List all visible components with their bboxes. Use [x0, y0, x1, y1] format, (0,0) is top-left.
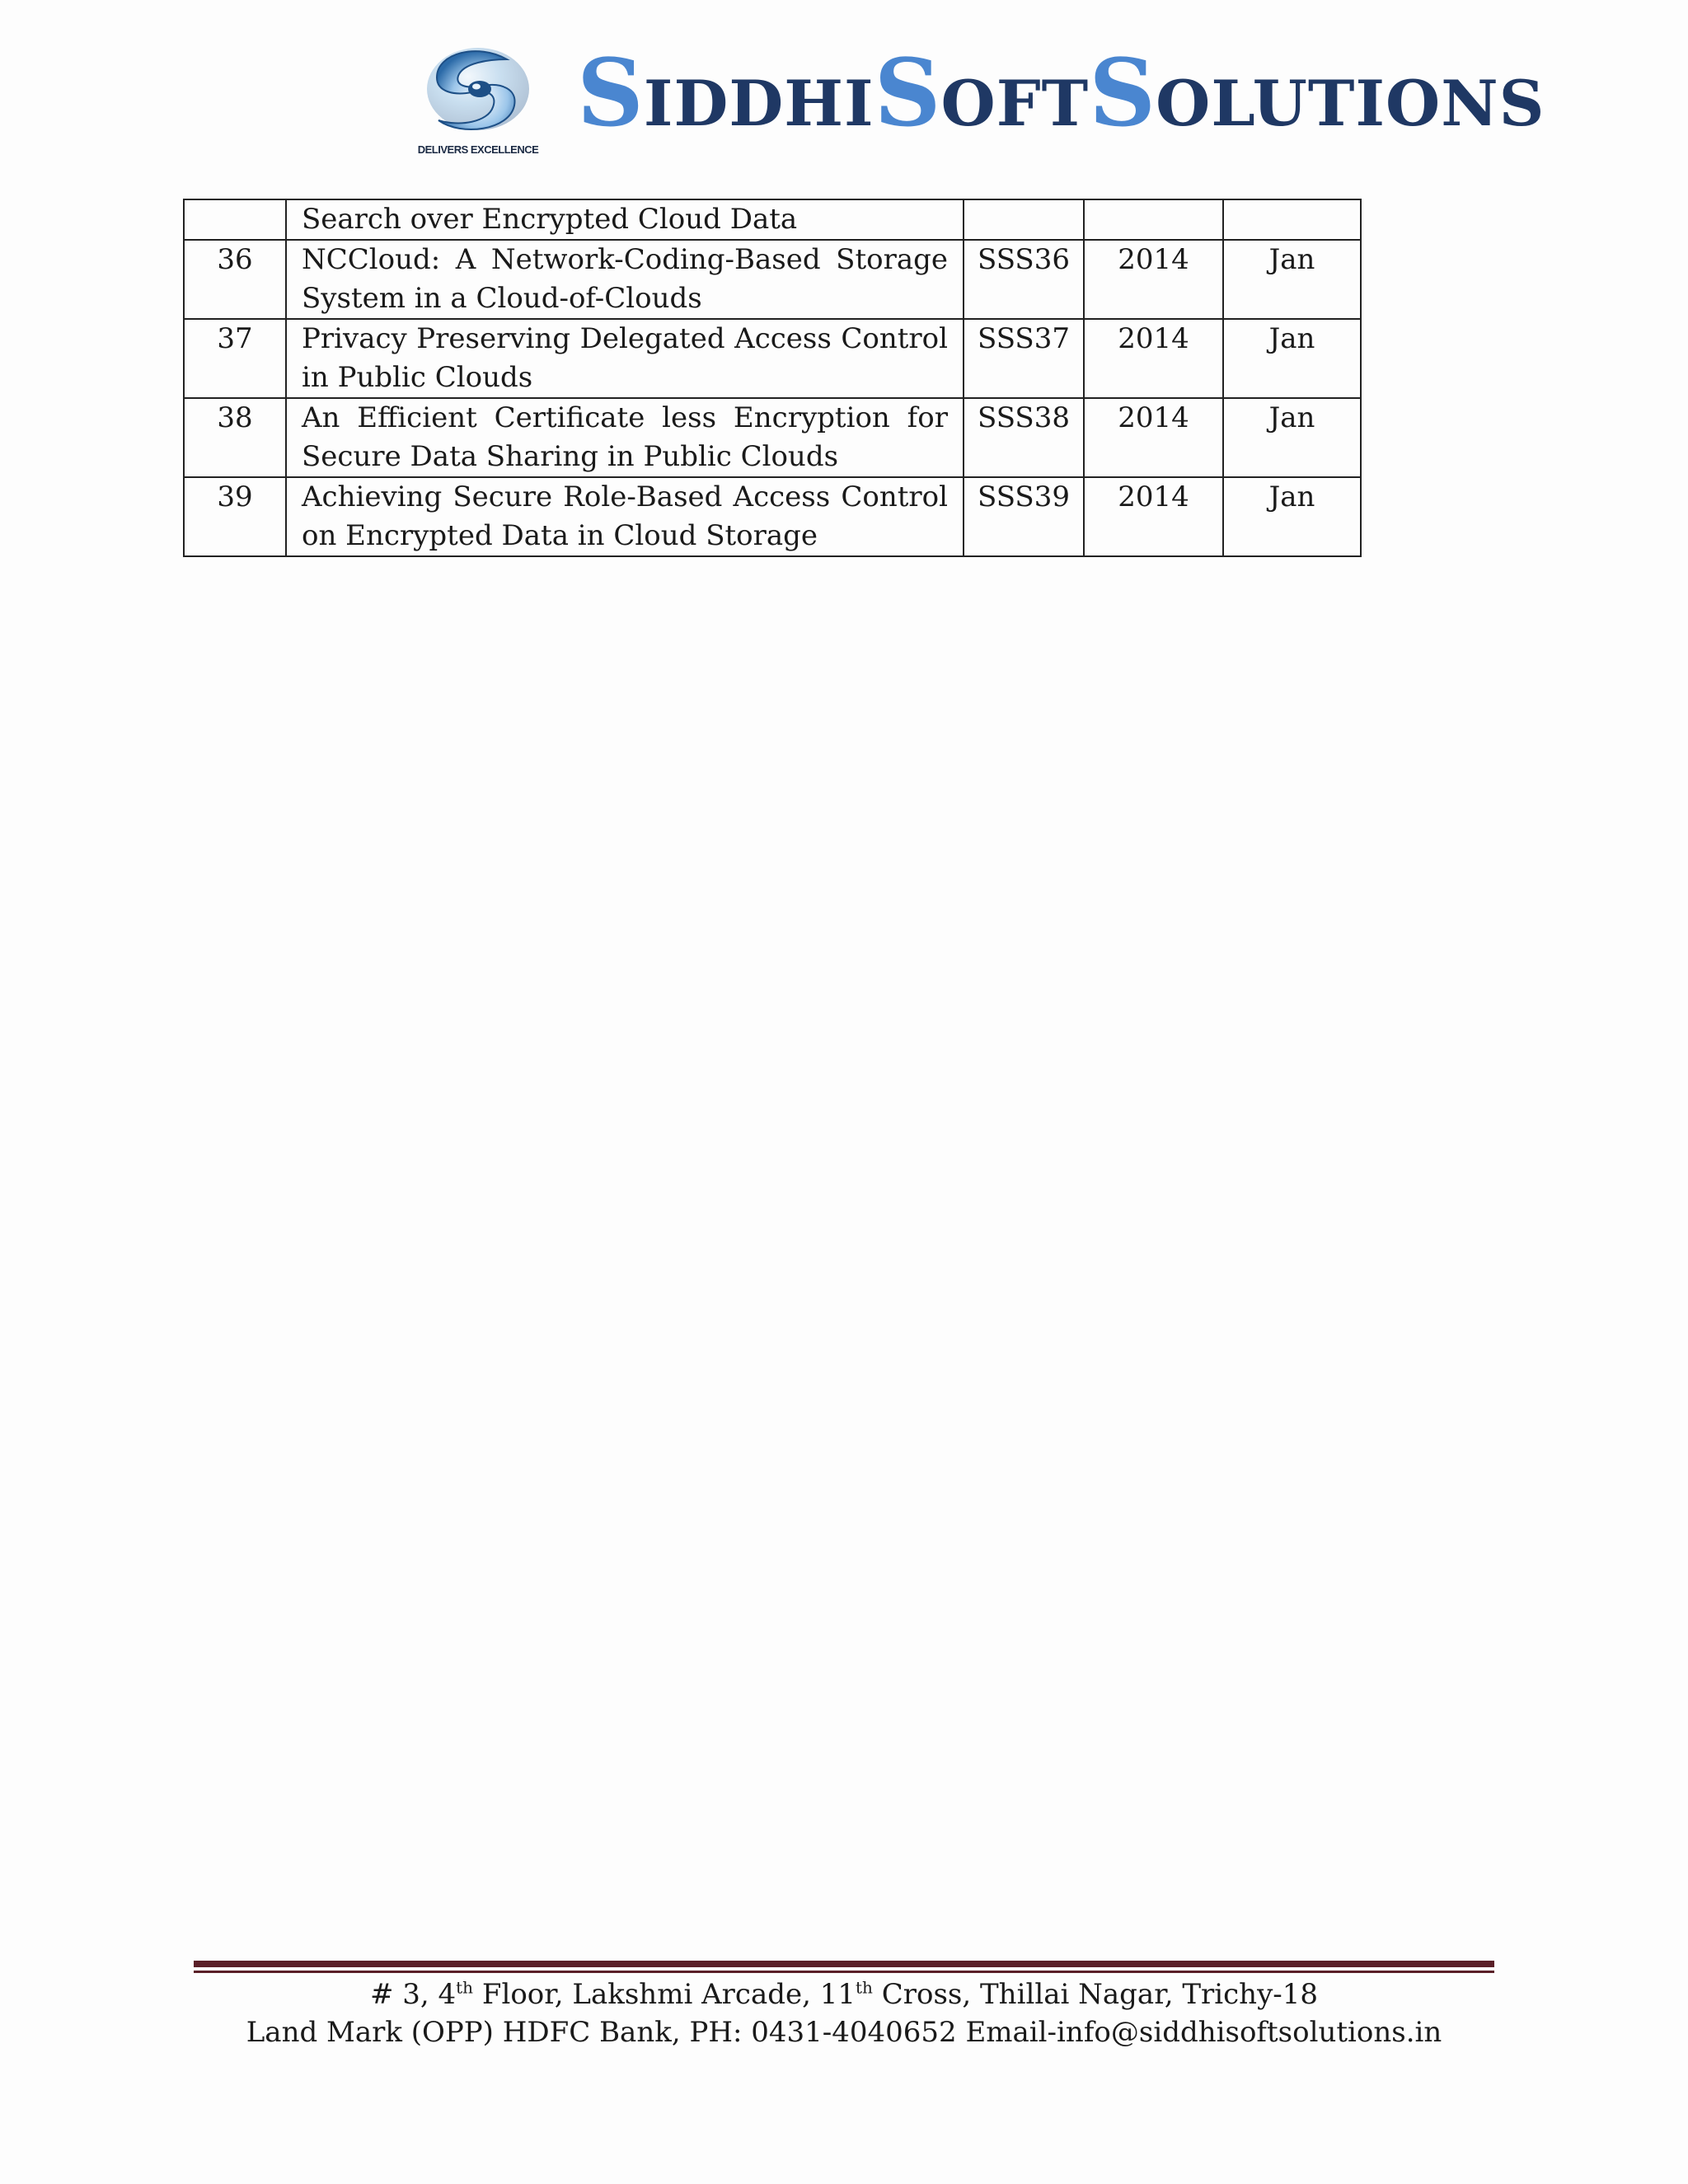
company-name	[577, 40, 1545, 148]
footer-divider	[194, 1961, 1494, 1967]
table-cell-month: Jan	[1223, 240, 1361, 319]
table-cell-title	[286, 477, 964, 556]
table-cell-month: Jan	[1223, 319, 1361, 398]
table-cell-number: 38	[184, 398, 286, 477]
table-cell-code: SSS39	[964, 477, 1084, 556]
table-cell-code	[964, 199, 1084, 240]
brand-word: OLUTIONS	[1156, 67, 1545, 140]
table-row	[184, 319, 1361, 398]
table-row	[184, 398, 1361, 477]
page-footer	[0, 1975, 1688, 2051]
title-line: Achieving Secure Role-Based Access Control	[302, 480, 948, 513]
address-part: # 3, 4	[369, 1978, 457, 2011]
ordinal-suffix: th	[856, 1977, 873, 1998]
project-list-table	[183, 199, 1362, 557]
title-line: on Encrypted Data in Cloud Storage	[302, 519, 818, 552]
table-cell-number: 39	[184, 477, 286, 556]
address-part: Floor, Lakshmi Arcade, 11	[473, 1978, 856, 2011]
footer-divider	[194, 1971, 1494, 1973]
table-row	[184, 477, 1361, 556]
footer-address	[0, 1975, 1688, 2013]
table-cell-month: Jan	[1223, 398, 1361, 477]
footer-contact: Land Mark (OPP) HDFC Bank, PH: 0431-4040652 Email-info@siddhisoftsolutions.in	[246, 2016, 1442, 2049]
brand-word: OFT	[940, 67, 1090, 140]
brand-initial: S	[874, 40, 941, 148]
brand-word: IDDHI	[643, 67, 874, 140]
table-cell-number: 37	[184, 319, 286, 398]
address-part: Cross, Thillai Nagar, Trichy-18	[872, 1978, 1319, 2011]
table-cell-number	[184, 199, 286, 240]
title-line: Secure Data Sharing in Public Clouds	[302, 440, 839, 473]
title-line: An Efficient Certificate less Encryption for	[302, 401, 948, 434]
logo-tagline: DELIVERS EXCELLENCE	[417, 143, 539, 156]
swirl-logo-icon	[412, 41, 544, 142]
table-cell-year	[1084, 199, 1223, 240]
title-line: Privacy Preserving Delegated Access Control	[302, 322, 948, 355]
table-cell-title	[286, 319, 964, 398]
table-cell-year: 2014	[1084, 477, 1223, 556]
table-row-continuation	[184, 199, 1361, 240]
table-cell-code: SSS38	[964, 398, 1084, 477]
title-line: in Public Clouds	[302, 361, 533, 394]
table-cell-number: 36	[184, 240, 286, 319]
table-cell-code: SSS36	[964, 240, 1084, 319]
table-cell-month	[1223, 199, 1361, 240]
table-cell-title	[286, 240, 964, 319]
table-cell-year: 2014	[1084, 319, 1223, 398]
table-cell-title	[286, 398, 964, 477]
table-cell-year: 2014	[1084, 240, 1223, 319]
table-cell-title: Search over Encrypted Cloud Data	[286, 199, 964, 240]
title-line: NCCloud: A Network-Coding-Based Storage	[302, 243, 948, 276]
table-cell-code: SSS37	[964, 319, 1084, 398]
company-logo	[412, 41, 544, 161]
table-cell-year: 2014	[1084, 398, 1223, 477]
brand-initial: S	[577, 40, 644, 148]
brand-initial: S	[1089, 40, 1156, 148]
ordinal-suffix: th	[456, 1977, 474, 1998]
table-cell-month: Jan	[1223, 477, 1361, 556]
table-row	[184, 240, 1361, 319]
page-header	[0, 33, 1688, 165]
title-line: System in a Cloud-of-Clouds	[302, 282, 702, 315]
